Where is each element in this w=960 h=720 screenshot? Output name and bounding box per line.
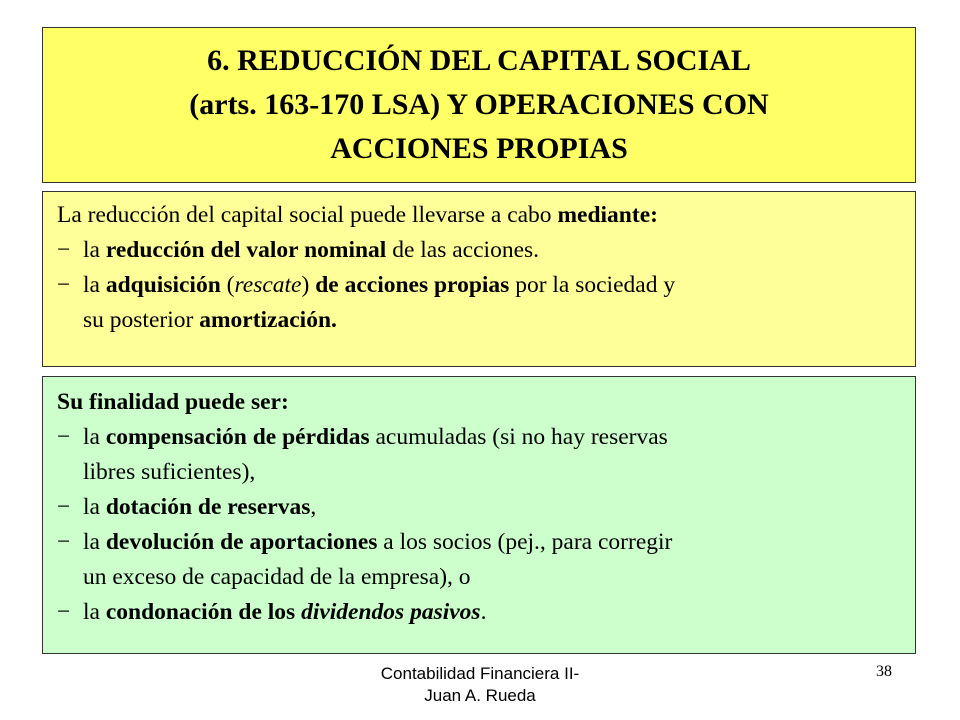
slide-title-line-3: ACCIONES PROPIAS xyxy=(330,132,628,165)
intro-list-item: − la reducción del valor nominal de las acciones. xyxy=(57,233,903,268)
slide-title-line-1: 6. REDUCCIÓN DEL CAPITAL SOCIAL xyxy=(207,44,751,77)
footer-course-info xyxy=(330,663,630,707)
dash-bullet-icon: − xyxy=(57,272,71,298)
purpose-list-item: − la compensación de pérdidas acumuladas (si no hay reservas libres suficientes), xyxy=(57,420,903,490)
slide-title-box xyxy=(42,27,916,183)
footer-course-line-2: Juan A. Rueda xyxy=(424,686,536,705)
intro-list-item: − la adquisición (rescate) de acciones propias por la sociedad y su posterior amortización. xyxy=(57,268,903,338)
page-number: 38 xyxy=(876,663,892,680)
intro-lead: La reducción del capital social puede llevarse a cabo mediante: xyxy=(57,202,658,228)
dash-bullet-icon: − xyxy=(57,494,71,520)
footer-course-line-1: Contabilidad Financiera II- xyxy=(380,664,580,683)
purpose-heading: Su finalidad puede ser: xyxy=(57,389,289,415)
dash-bullet-icon: − xyxy=(57,599,71,625)
purpose-list-item: − la condonación de los dividendos pasivos. xyxy=(57,595,903,630)
dash-bullet-icon: − xyxy=(57,529,71,555)
purpose-list-item: − la devolución de aportaciones a los socios (pej., para corregir un exceso de capacidad de la empresa), o xyxy=(57,525,903,595)
dash-bullet-icon: − xyxy=(57,237,71,263)
slide-title-line-2: (arts. 163-170 LSA) Y OPERACIONES CON xyxy=(189,88,769,121)
dash-bullet-icon: − xyxy=(57,424,71,450)
purpose-list-item: − la dotación de reservas, xyxy=(57,490,903,525)
intro-text-box xyxy=(42,191,916,367)
purpose-text-box xyxy=(42,376,916,654)
